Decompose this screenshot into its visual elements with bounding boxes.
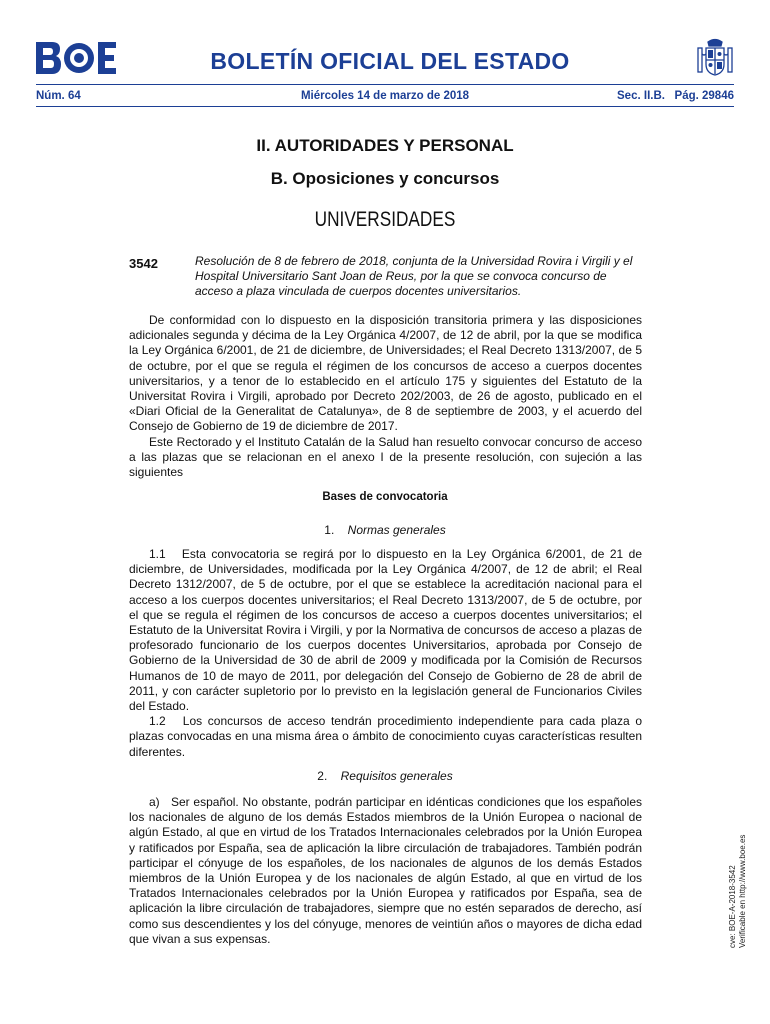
intro-block — [129, 313, 642, 480]
coat-of-arms-icon — [694, 38, 736, 78]
paragraph-2-a: a) Ser español. No obstante, podrán participar en idénticas condiciones que los españoles los nacionales de alguno de los demás Estados miembros de la Unión Europea o nacional de algún Estado, al que en virtud de los Tratados Internacionales celebrados por la Unión Europea y ratificados por España, sea de aplicación la libre circulación de trabajadores. También podrán participar el cónyuge de los españoles, de los nacionales de algunos de los demás Estados miembros de la Unión Europea y de los nacionales de algún Estado, al que en virtud de los Tratados Internacionales celebrados por la Unión Europea y ratificados por España, sea de aplicación la libre circulación de trabajadores, siempre que no estén separados de derecho, así como sus descendientes y los del cónyuge, menores de veintiún años o mayores de dicha edad que vivan a sus expensas. — [129, 795, 646, 946]
paragraph-1-2: 1.2 Los concursos de acceso tendrán procedimiento independiente para cada plaza o plazas convocadas en una misma área o ámbito de conocimiento cuyas características resulten diferentes. — [129, 714, 646, 759]
resolution-title: Resolución de 8 de febrero de 2018, conjunta de la Universidad Rovira i Virgili y el Hospital Universitario Sant Joan de Reus, por la que se convoca concurso de acceso a plaza vinculada de cuerpos docentes universitarios. — [195, 254, 633, 299]
section-1-block — [129, 547, 646, 760]
heading-2-number: 2. — [317, 769, 328, 783]
heading-1 — [0, 523, 770, 537]
heading-2 — [0, 769, 770, 783]
intro-paragraph: Este Rectorado y el Instituto Catalán de la Salud han resuelto convocar concurso de acceso a las plazas que se relacionan en el anexo I de la presente resolución, con sujeción a las siguientes — [129, 434, 642, 480]
heading-1-number: 1. — [324, 523, 335, 537]
issue-date: Miércoles 14 de marzo de 2018 — [300, 90, 470, 102]
bulletin-title: BOLETÍN OFICIAL DEL ESTADO — [210, 48, 570, 74]
verification-link[interactable]: Verificable en http://www.boe.es — [738, 834, 747, 948]
heading-1-title: Normas generales — [347, 523, 446, 537]
category-heading: UNIVERSIDADES — [314, 208, 456, 231]
section-2-block — [129, 795, 646, 947]
document-number: 3542 — [129, 256, 158, 271]
bases-title: Bases de convocatoria — [322, 491, 448, 503]
issue-number: Núm. 64 — [36, 90, 81, 102]
cve-code: cve: BOE-A-2018-3542 — [728, 865, 737, 948]
subsection-heading: B. Oposiciones y concursos — [270, 169, 500, 188]
header-rule-bottom — [36, 106, 734, 107]
section-page: Sec. II.B. Pág. 29846 — [617, 90, 734, 102]
section-heading: II. AUTORIDADES Y PERSONAL — [256, 136, 514, 155]
boe-logo — [36, 42, 116, 74]
verification-note — [728, 835, 748, 948]
heading-2-title: Requisitos generales — [340, 769, 453, 783]
intro-paragraph: De conformidad con lo dispuesto en la disposición transitoria primera y las disposiciones adicionales segunda y décima de la Ley Orgánica 4/2007, de 12 de abril, por la que se modifica la Ley Orgánica 6/2001, de 21 de diciembre, de Universidades; el Real Decreto 1313/2007, de 5 de octubre, por el que se regula el régimen de los concursos de acceso a cuerpos docentes universitarios, y a tenor de lo establecido en el artículo 175 y siguientes del Estatuto de la Universitat Rovira i Virgili, aprobado por Decreto 202/2003, de 26 de agosto, publicado en el «Diari Oficial de la Generalitat de Catalunya», de 8 de septiembre de 2003, y el acuerdo del Consejo de Gobierno de 19 de diciembre de 2017. — [129, 313, 642, 434]
paragraph-1-1: 1.1 Esta convocatoria se regirá por lo dispuesto en la Ley Orgánica 6/2001, de 21 de diciembre, de Universidades, modificada por la Ley Orgánica 4/2007, de 12 de abril; el Real Decreto 1312/2007, de 5 de octubre, por el que se establece la acreditación nacional para el acceso a los cuerpos docentes universitarios; el Real Decreto 1313/2007, de 5 de octubre, por el que se regula el régimen de los concursos de acceso a cuerpos docentes universitarios; el Estatuto de la Universitat Rovira i Virgili, y por la Normativa de concursos de acceso a plazas de profesorado funcionario de los cuerpos docentes Universitarios, aprobada por Consejo de Gobierno de la Universidad de 30 de abril de 2009 y modificada por la Comisión de Recursos Humanos de 10 de mayo de 2011, por delegación del Consejo de Gobierno de 28 de abril de 2011, y con carácter supletorio por lo previsto en la legislación general de Funcionarios Civiles del Estado. — [129, 547, 646, 714]
header-rule — [36, 84, 734, 85]
